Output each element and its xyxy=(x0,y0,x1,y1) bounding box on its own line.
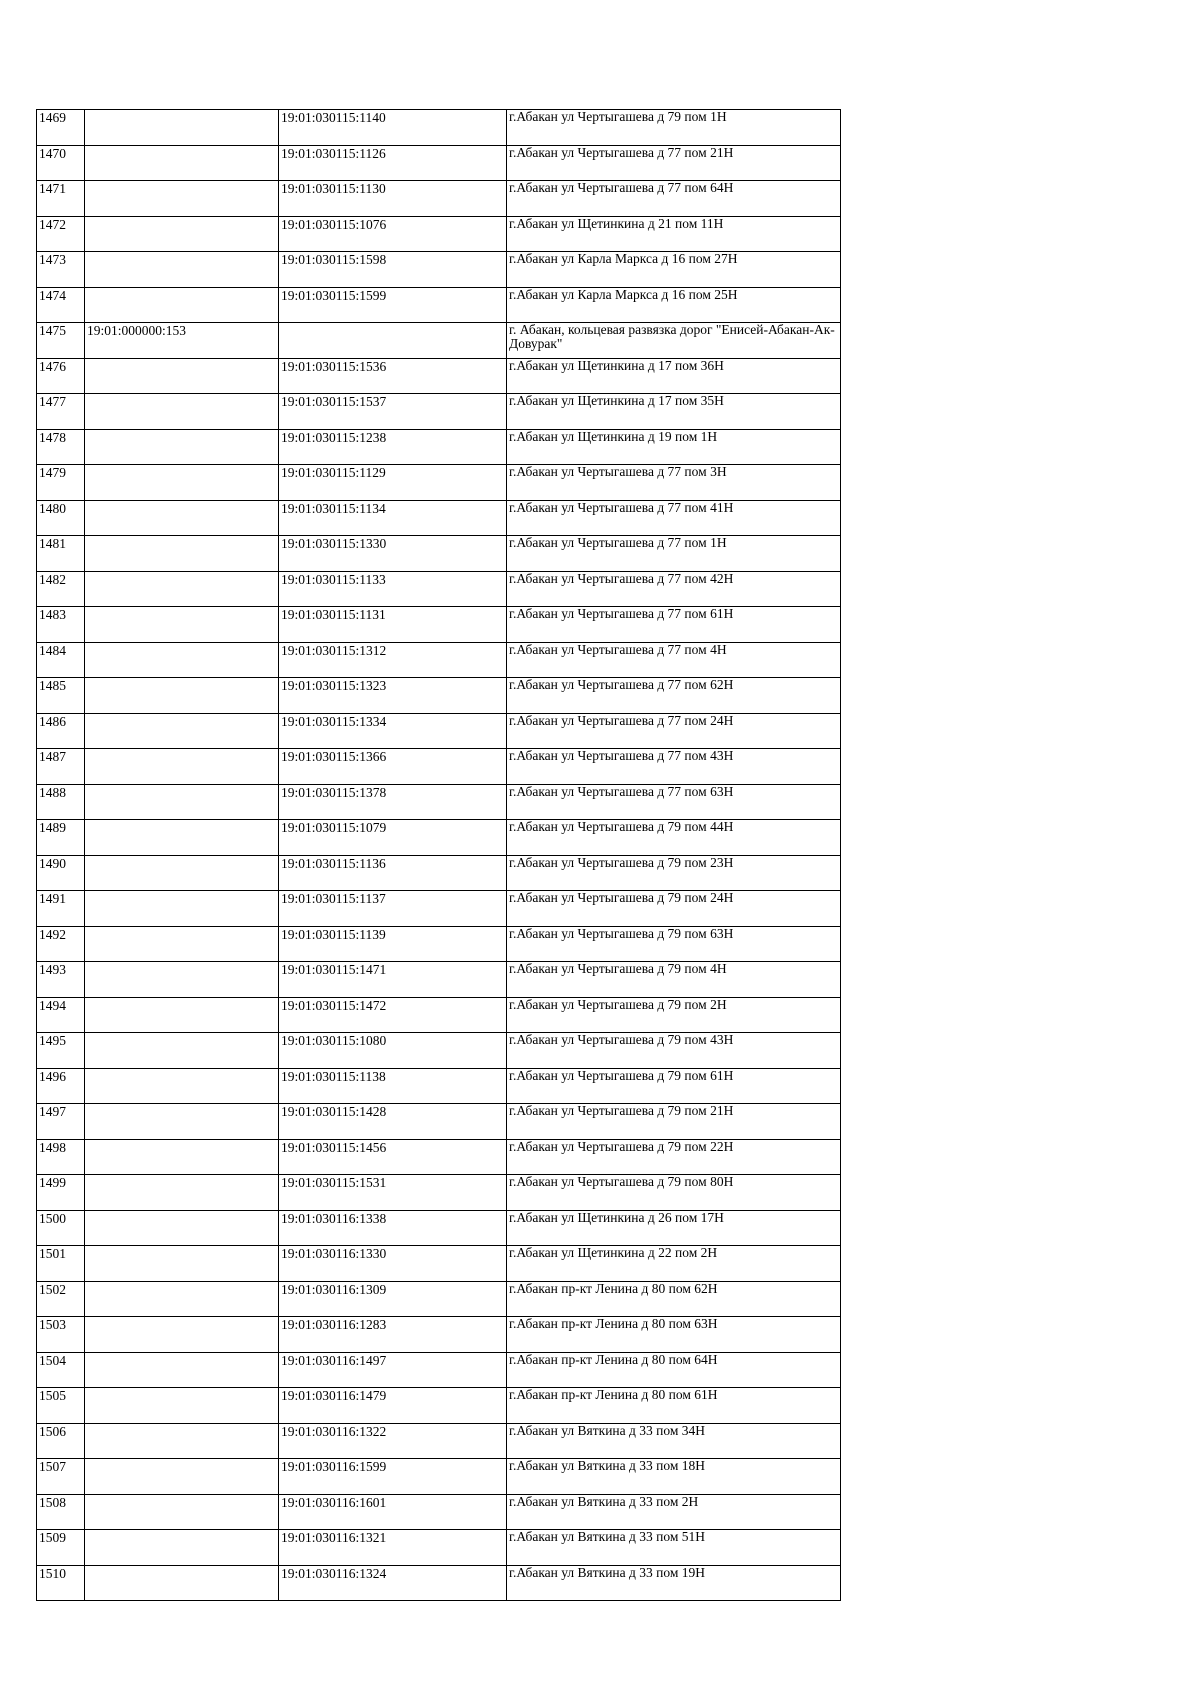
table-row xyxy=(37,855,841,891)
cadastral-number-cell xyxy=(85,181,279,217)
cadastral-number-cell: 19:01:030115:1312 xyxy=(279,642,507,678)
table-row xyxy=(37,500,841,536)
cadastral-number-cell xyxy=(85,394,279,430)
address-cell: г.Абакан ул Чертыгашева д 77 пом 42Н xyxy=(507,571,841,607)
cadastral-number-cell: 19:01:030115:1133 xyxy=(279,571,507,607)
cadastral-number-cell xyxy=(85,1068,279,1104)
address-cell: г.Абакан пр-кт Ленина д 80 пом 64Н xyxy=(507,1352,841,1388)
address-cell: г.Абакан ул Чертыгашева д 77 пом 61Н xyxy=(507,607,841,643)
cadastral-number-cell: 19:01:030115:1137 xyxy=(279,891,507,927)
table-row xyxy=(37,1530,841,1566)
table-row xyxy=(37,1494,841,1530)
table-row xyxy=(37,536,841,572)
cadastral-number-cell: 19:01:030115:1238 xyxy=(279,429,507,465)
row-number-cell: 1508 xyxy=(37,1494,85,1530)
table-row xyxy=(37,962,841,998)
cadastral-number-cell: 19:01:000000:153 xyxy=(85,323,279,359)
cadastral-number-cell xyxy=(85,1281,279,1317)
row-number-cell: 1501 xyxy=(37,1246,85,1282)
row-number-cell: 1487 xyxy=(37,749,85,785)
address-cell: г.Абакан ул Карла Маркса д 16 пом 25Н xyxy=(507,287,841,323)
row-number-cell: 1490 xyxy=(37,855,85,891)
row-number-cell: 1483 xyxy=(37,607,85,643)
address-cell: г.Абакан ул Щетинкина д 22 пом 2Н xyxy=(507,1246,841,1282)
table-row xyxy=(37,181,841,217)
row-number-cell: 1479 xyxy=(37,465,85,501)
row-number-cell: 1473 xyxy=(37,252,85,288)
table-row xyxy=(37,678,841,714)
cadastral-number-cell xyxy=(85,1175,279,1211)
cadastral-number-cell: 19:01:030115:1378 xyxy=(279,784,507,820)
cadastral-number-cell: 19:01:030115:1330 xyxy=(279,536,507,572)
address-cell: г.Абакан ул Чертыгашева д 79 пом 23Н xyxy=(507,855,841,891)
table-row xyxy=(37,465,841,501)
row-number-cell: 1498 xyxy=(37,1139,85,1175)
cadastral-number-cell xyxy=(85,926,279,962)
cadastral-number-cell: 19:01:030116:1322 xyxy=(279,1423,507,1459)
cadastral-number-cell: 19:01:030115:1599 xyxy=(279,287,507,323)
cadastral-number-cell: 19:01:030115:1134 xyxy=(279,500,507,536)
row-number-cell: 1504 xyxy=(37,1352,85,1388)
cadastral-number-cell: 19:01:030115:1138 xyxy=(279,1068,507,1104)
cadastral-number-cell xyxy=(85,1246,279,1282)
address-cell: г. Абакан, кольцевая развязка дорог "Енисей-Абакан-Ак-Довурак" xyxy=(507,323,841,359)
table-row xyxy=(37,145,841,181)
cadastral-number-cell xyxy=(279,323,507,359)
address-cell: г.Абакан ул Щетинкина д 17 пом 35Н xyxy=(507,394,841,430)
cadastral-number-cell xyxy=(85,820,279,856)
address-cell: г.Абакан ул Чертыгашева д 77 пом 24Н xyxy=(507,713,841,749)
row-number-cell: 1500 xyxy=(37,1210,85,1246)
address-cell: г.Абакан ул Вяткина д 33 пом 18Н xyxy=(507,1459,841,1495)
table-row xyxy=(37,1139,841,1175)
table-row xyxy=(37,323,841,359)
cadastral-number-cell: 19:01:030116:1309 xyxy=(279,1281,507,1317)
registry-table xyxy=(36,109,841,1601)
cadastral-number-cell xyxy=(85,500,279,536)
cadastral-number-cell xyxy=(85,962,279,998)
cadastral-number-cell xyxy=(85,358,279,394)
cadastral-number-cell: 19:01:030115:1076 xyxy=(279,216,507,252)
cadastral-number-cell xyxy=(85,713,279,749)
row-number-cell: 1488 xyxy=(37,784,85,820)
cadastral-number-cell xyxy=(85,571,279,607)
cadastral-number-cell xyxy=(85,216,279,252)
address-cell: г.Абакан ул Чертыгашева д 77 пом 43Н xyxy=(507,749,841,785)
row-number-cell: 1489 xyxy=(37,820,85,856)
address-cell: г.Абакан ул Щетинкина д 21 пом 11Н xyxy=(507,216,841,252)
table-row xyxy=(37,1210,841,1246)
address-cell: г.Абакан ул Чертыгашева д 79 пом 2Н xyxy=(507,997,841,1033)
cadastral-number-cell xyxy=(85,1033,279,1069)
row-number-cell: 1493 xyxy=(37,962,85,998)
address-cell: г.Абакан ул Карла Маркса д 16 пом 27Н xyxy=(507,252,841,288)
table-row xyxy=(37,394,841,430)
address-cell: г.Абакан ул Вяткина д 33 пом 19Н xyxy=(507,1565,841,1601)
cadastral-number-cell: 19:01:030115:1131 xyxy=(279,607,507,643)
cadastral-number-cell: 19:01:030116:1330 xyxy=(279,1246,507,1282)
registry-table-body xyxy=(37,110,841,1601)
address-cell: г.Абакан ул Чертыгашева д 77 пом 41Н xyxy=(507,500,841,536)
address-cell: г.Абакан ул Вяткина д 33 пом 34Н xyxy=(507,1423,841,1459)
cadastral-number-cell: 19:01:030115:1334 xyxy=(279,713,507,749)
table-row xyxy=(37,607,841,643)
cadastral-number-cell xyxy=(85,1210,279,1246)
row-number-cell: 1497 xyxy=(37,1104,85,1140)
cadastral-number-cell xyxy=(85,642,279,678)
address-cell: г.Абакан ул Чертыгашева д 79 пом 63Н xyxy=(507,926,841,962)
table-row xyxy=(37,1246,841,1282)
cadastral-number-cell xyxy=(85,1530,279,1566)
address-cell: г.Абакан пр-кт Ленина д 80 пом 61Н xyxy=(507,1388,841,1424)
table-row xyxy=(37,926,841,962)
cadastral-number-cell: 19:01:030116:1338 xyxy=(279,1210,507,1246)
address-cell: г.Абакан ул Чертыгашева д 77 пом 21Н xyxy=(507,145,841,181)
table-row xyxy=(37,784,841,820)
row-number-cell: 1477 xyxy=(37,394,85,430)
cadastral-number-cell xyxy=(85,252,279,288)
table-row xyxy=(37,1317,841,1353)
row-number-cell: 1491 xyxy=(37,891,85,927)
row-number-cell: 1510 xyxy=(37,1565,85,1601)
table-row xyxy=(37,429,841,465)
cadastral-number-cell xyxy=(85,429,279,465)
table-row xyxy=(37,1104,841,1140)
row-number-cell: 1470 xyxy=(37,145,85,181)
row-number-cell: 1495 xyxy=(37,1033,85,1069)
cadastral-number-cell: 19:01:030115:1129 xyxy=(279,465,507,501)
address-cell: г.Абакан пр-кт Ленина д 80 пом 63Н xyxy=(507,1317,841,1353)
address-cell: г.Абакан ул Чертыгашева д 77 пом 1Н xyxy=(507,536,841,572)
row-number-cell: 1478 xyxy=(37,429,85,465)
cadastral-number-cell: 19:01:030115:1366 xyxy=(279,749,507,785)
cadastral-number-cell: 19:01:030115:1080 xyxy=(279,1033,507,1069)
table-row xyxy=(37,571,841,607)
cadastral-number-cell: 19:01:030116:1601 xyxy=(279,1494,507,1530)
cadastral-number-cell: 19:01:030116:1324 xyxy=(279,1565,507,1601)
cadastral-number-cell xyxy=(85,1139,279,1175)
cadastral-number-cell xyxy=(85,1104,279,1140)
cadastral-number-cell xyxy=(85,1388,279,1424)
table-row xyxy=(37,1352,841,1388)
cadastral-number-cell xyxy=(85,607,279,643)
table-row xyxy=(37,642,841,678)
row-number-cell: 1474 xyxy=(37,287,85,323)
row-number-cell: 1469 xyxy=(37,110,85,146)
row-number-cell: 1472 xyxy=(37,216,85,252)
row-number-cell: 1471 xyxy=(37,181,85,217)
row-number-cell: 1482 xyxy=(37,571,85,607)
cadastral-number-cell: 19:01:030115:1537 xyxy=(279,394,507,430)
address-cell: г.Абакан ул Чертыгашева д 79 пом 61Н xyxy=(507,1068,841,1104)
table-row xyxy=(37,1459,841,1495)
cadastral-number-cell xyxy=(85,1352,279,1388)
address-cell: г.Абакан ул Чертыгашева д 79 пом 44Н xyxy=(507,820,841,856)
address-cell: г.Абакан ул Чертыгашева д 79 пом 24Н xyxy=(507,891,841,927)
cadastral-number-cell xyxy=(85,1565,279,1601)
cadastral-number-cell: 19:01:030115:1471 xyxy=(279,962,507,998)
cadastral-number-cell xyxy=(85,110,279,146)
table-row xyxy=(37,1565,841,1601)
address-cell: г.Абакан ул Чертыгашева д 79 пом 22Н xyxy=(507,1139,841,1175)
table-row xyxy=(37,749,841,785)
address-cell: г.Абакан пр-кт Ленина д 80 пом 62Н xyxy=(507,1281,841,1317)
table-row xyxy=(37,216,841,252)
address-cell: г.Абакан ул Чертыгашева д 77 пом 62Н xyxy=(507,678,841,714)
cadastral-number-cell: 19:01:030116:1283 xyxy=(279,1317,507,1353)
cadastral-number-cell: 19:01:030115:1536 xyxy=(279,358,507,394)
address-cell: г.Абакан ул Щетинкина д 19 пом 1Н xyxy=(507,429,841,465)
cadastral-number-cell: 19:01:030115:1472 xyxy=(279,997,507,1033)
cadastral-number-cell xyxy=(85,1317,279,1353)
cadastral-number-cell xyxy=(85,749,279,785)
table-row xyxy=(37,820,841,856)
row-number-cell: 1475 xyxy=(37,323,85,359)
address-cell: г.Абакан ул Щетинкина д 17 пом 36Н xyxy=(507,358,841,394)
address-cell: г.Абакан ул Чертыгашева д 77 пом 64Н xyxy=(507,181,841,217)
table-row xyxy=(37,891,841,927)
table-row xyxy=(37,110,841,146)
row-number-cell: 1485 xyxy=(37,678,85,714)
cadastral-number-cell xyxy=(85,287,279,323)
table-row xyxy=(37,1388,841,1424)
cadastral-number-cell: 19:01:030115:1139 xyxy=(279,926,507,962)
row-number-cell: 1502 xyxy=(37,1281,85,1317)
cadastral-number-cell: 19:01:030116:1497 xyxy=(279,1352,507,1388)
row-number-cell: 1481 xyxy=(37,536,85,572)
cadastral-number-cell: 19:01:030115:1428 xyxy=(279,1104,507,1140)
cadastral-number-cell xyxy=(85,891,279,927)
address-cell: г.Абакан ул Чертыгашева д 77 пом 3Н xyxy=(507,465,841,501)
cadastral-number-cell: 19:01:030115:1140 xyxy=(279,110,507,146)
cadastral-number-cell xyxy=(85,855,279,891)
cadastral-number-cell: 19:01:030115:1126 xyxy=(279,145,507,181)
table-row xyxy=(37,997,841,1033)
address-cell: г.Абакан ул Чертыгашева д 79 пом 21Н xyxy=(507,1104,841,1140)
row-number-cell: 1499 xyxy=(37,1175,85,1211)
cadastral-number-cell: 19:01:030115:1531 xyxy=(279,1175,507,1211)
row-number-cell: 1476 xyxy=(37,358,85,394)
row-number-cell: 1509 xyxy=(37,1530,85,1566)
table-row xyxy=(37,1281,841,1317)
cadastral-number-cell: 19:01:030115:1323 xyxy=(279,678,507,714)
table-row xyxy=(37,358,841,394)
address-cell: г.Абакан ул Чертыгашева д 79 пом 43Н xyxy=(507,1033,841,1069)
cadastral-number-cell xyxy=(85,536,279,572)
table-row xyxy=(37,1175,841,1211)
address-cell: г.Абакан ул Вяткина д 33 пом 51Н xyxy=(507,1530,841,1566)
table-row xyxy=(37,252,841,288)
address-cell: г.Абакан ул Щетинкина д 26 пом 17Н xyxy=(507,1210,841,1246)
row-number-cell: 1506 xyxy=(37,1423,85,1459)
row-number-cell: 1486 xyxy=(37,713,85,749)
cadastral-number-cell xyxy=(85,1494,279,1530)
cadastral-number-cell xyxy=(85,997,279,1033)
row-number-cell: 1494 xyxy=(37,997,85,1033)
cadastral-number-cell: 19:01:030115:1130 xyxy=(279,181,507,217)
cadastral-number-cell: 19:01:030115:1456 xyxy=(279,1139,507,1175)
table-row xyxy=(37,713,841,749)
cadastral-number-cell: 19:01:030116:1479 xyxy=(279,1388,507,1424)
cadastral-number-cell xyxy=(85,145,279,181)
table-row xyxy=(37,287,841,323)
address-cell: г.Абакан ул Чертыгашева д 77 пом 4Н xyxy=(507,642,841,678)
row-number-cell: 1480 xyxy=(37,500,85,536)
address-cell: г.Абакан ул Вяткина д 33 пом 2Н xyxy=(507,1494,841,1530)
table-row xyxy=(37,1033,841,1069)
cadastral-number-cell xyxy=(85,1423,279,1459)
cadastral-number-cell: 19:01:030115:1079 xyxy=(279,820,507,856)
address-cell: г.Абакан ул Чертыгашева д 77 пом 63Н xyxy=(507,784,841,820)
row-number-cell: 1496 xyxy=(37,1068,85,1104)
cadastral-number-cell: 19:01:030115:1136 xyxy=(279,855,507,891)
address-cell: г.Абакан ул Чертыгашева д 79 пом 4Н xyxy=(507,962,841,998)
table-row xyxy=(37,1068,841,1104)
cadastral-number-cell: 19:01:030116:1321 xyxy=(279,1530,507,1566)
cadastral-number-cell xyxy=(85,465,279,501)
cadastral-number-cell xyxy=(85,1459,279,1495)
cadastral-number-cell xyxy=(85,784,279,820)
cadastral-number-cell: 19:01:030116:1599 xyxy=(279,1459,507,1495)
address-cell: г.Абакан ул Чертыгашева д 79 пом 1Н xyxy=(507,110,841,146)
row-number-cell: 1505 xyxy=(37,1388,85,1424)
row-number-cell: 1507 xyxy=(37,1459,85,1495)
table-row xyxy=(37,1423,841,1459)
row-number-cell: 1492 xyxy=(37,926,85,962)
address-cell: г.Абакан ул Чертыгашева д 79 пом 80Н xyxy=(507,1175,841,1211)
row-number-cell: 1503 xyxy=(37,1317,85,1353)
cadastral-number-cell xyxy=(85,678,279,714)
row-number-cell: 1484 xyxy=(37,642,85,678)
cadastral-number-cell: 19:01:030115:1598 xyxy=(279,252,507,288)
